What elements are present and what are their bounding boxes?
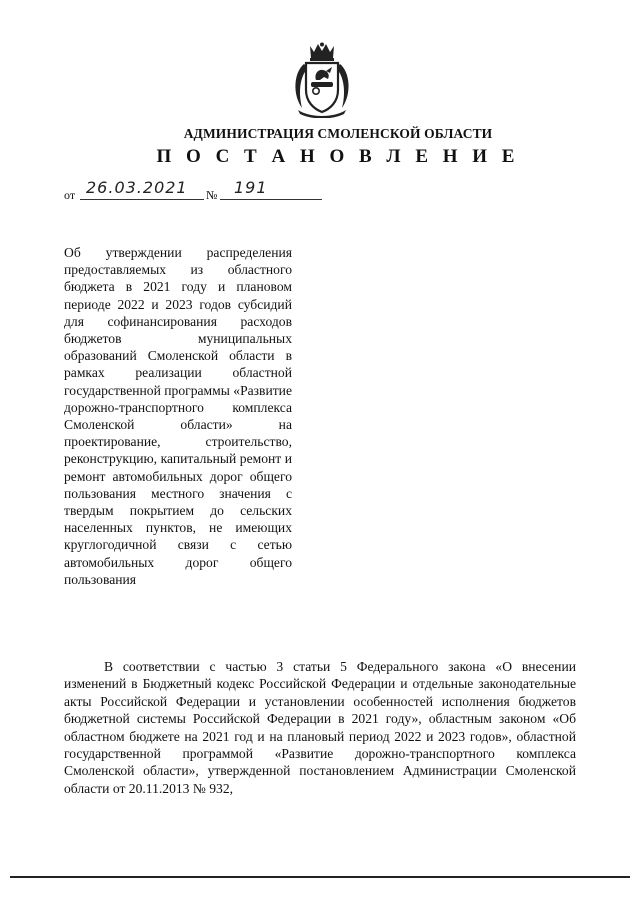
- organization-name: АДМИНИСТРАЦИЯ СМОЛЕНСКОЙ ОБЛАСТИ: [183, 126, 493, 141]
- document-number: 191: [234, 178, 268, 197]
- number-underline: [220, 199, 322, 200]
- document-subject: Об утверждении распределения предоставляемых из областного бюджета в 2021 году и плановом периоде 2022 и 2023 годов субсидий для софинансирования расходов бюджетов муниципальных образований Смоленской области в рамках реализации областной государственной программы «Развитие дорожно-транспортного комплекса Смоленской области» на проектирование, строительство, реконструкцию, капитальный ремонт и ремонт автомобильных дорог общего пользования местного значения с твердым покрытием до сельских населенных пунктов, не имеющих круглогодичной связи с сетью автомобильных дорог общего пользования: [64, 245, 292, 587]
- number-prefix: №: [206, 188, 218, 202]
- document-type: П О С Т А Н О В Л Е Н И Е: [156, 146, 520, 167]
- date-number-line: [64, 180, 344, 204]
- date-prefix: от: [64, 188, 76, 202]
- smolensk-coat-of-arms-icon: [288, 42, 356, 118]
- document-date: 26.03.2021: [86, 178, 188, 197]
- body-paragraph: В соответствии с частью 3 статьи 5 Федерального закона «О внесении изменений в Бюджетный кодекс Российской Федерации и отдельные законодательные акты Российской Федерации и установлении особенностей исполнения бюджетов бюджетной системы Российской Федерации в 2021 году», областным законом «Об областном бюджете на 2021 год и на плановый период 2022 и 2023 годов», областной государственной программой «Развитие дорожно-транспортного комплекса Смоленской области», утвержденной постановлением Администрации Смоленской области от 20.11.2013 № 932,: [64, 659, 576, 796]
- date-underline: [80, 199, 204, 200]
- page-bottom-edge: [10, 876, 630, 878]
